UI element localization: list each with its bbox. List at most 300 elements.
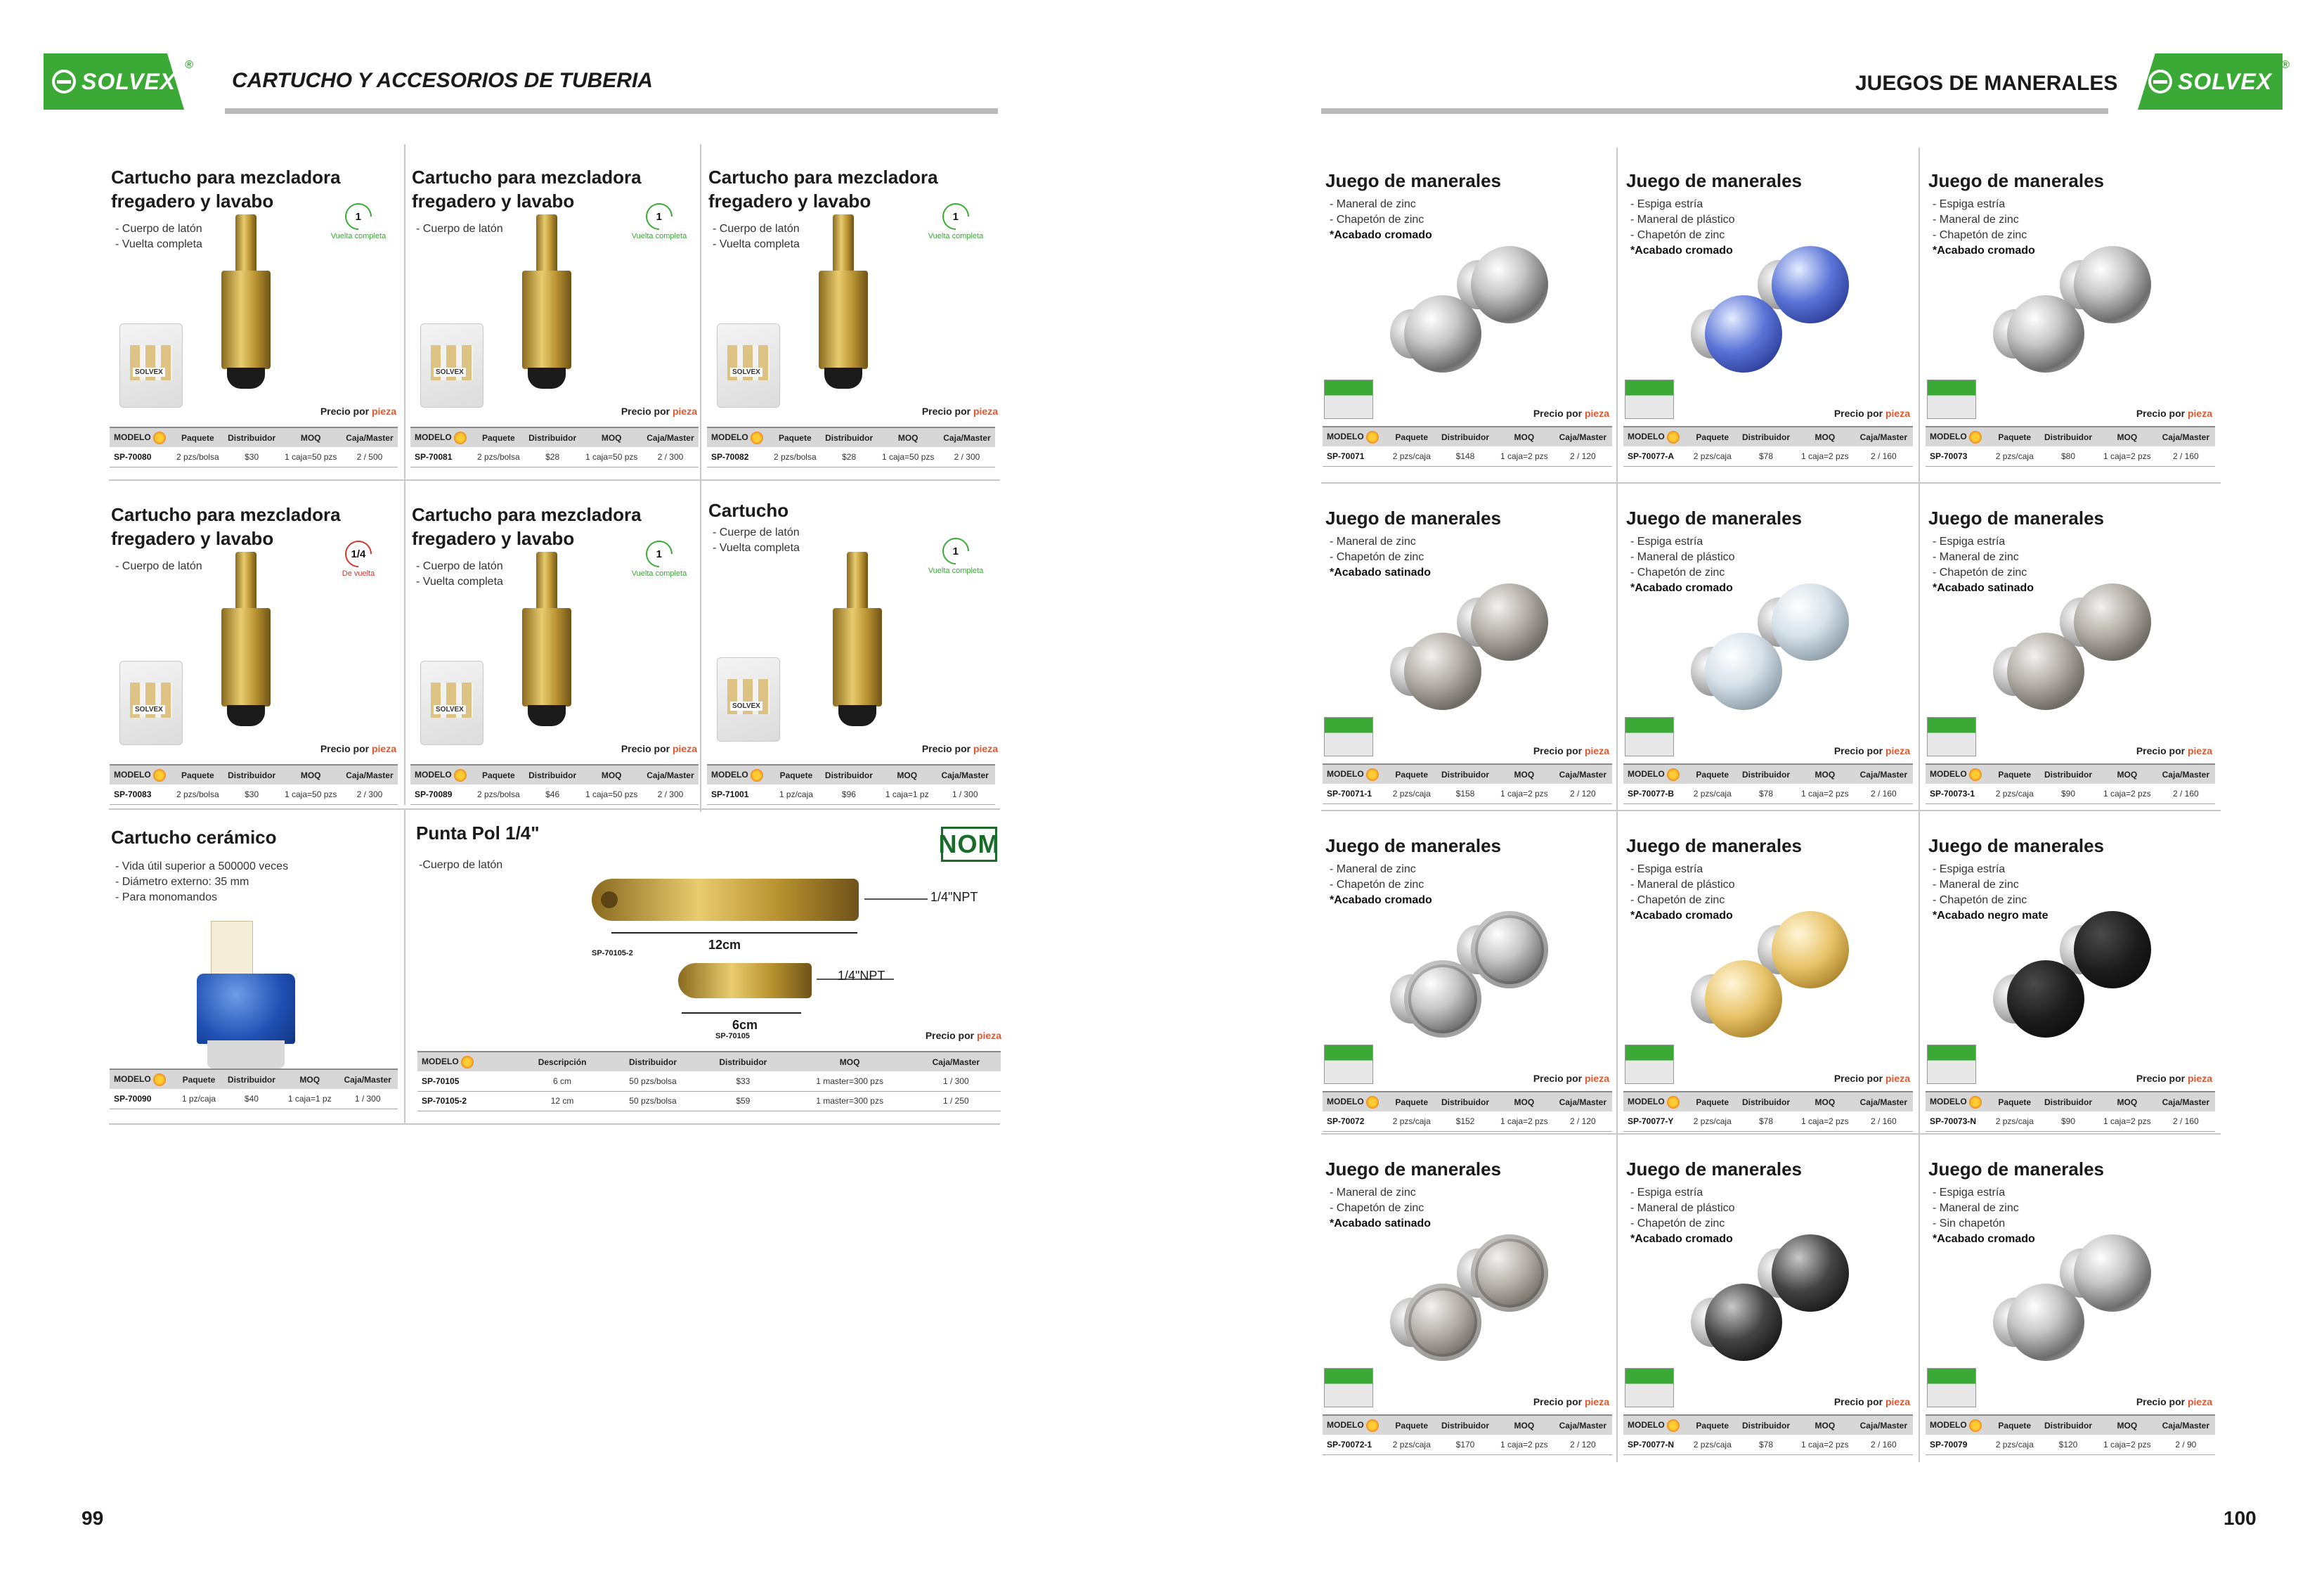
rotation-value: 1: [656, 210, 663, 223]
title-line: fregadero y lavabo: [412, 191, 575, 212]
model-code: SP-70073-1: [1926, 784, 1990, 803]
price-unit: pieza: [1584, 745, 1609, 756]
title-line: Cartucho para mezcladora: [111, 167, 341, 188]
handle-set-card: [1320, 485, 1615, 815]
feature-list: [713, 525, 800, 556]
model-code: SP-70089: [410, 785, 473, 804]
rotation-arrow-icon: [640, 198, 678, 235]
price-unit: pieza: [2187, 1073, 2212, 1084]
col-package: Paquete: [176, 1069, 221, 1089]
right-header-rule: [1321, 108, 2108, 114]
title-line: Cartucho para mezcladora: [708, 167, 938, 188]
spec-table: [410, 764, 699, 805]
feature-item: - Maneral de zinc: [1330, 198, 1416, 210]
moq-value: 1 caja=50 pzs: [580, 447, 642, 467]
rotation-value: 1: [355, 210, 362, 223]
box-master-value: 2 / 160: [1855, 1111, 1913, 1131]
feature-item: - Maneral de plástico: [1630, 1202, 1735, 1214]
dimension-line: [611, 932, 857, 934]
feature-list: [713, 221, 800, 252]
feature-item: - Maneral de zinc: [1330, 536, 1416, 548]
package-bag-image: [420, 323, 483, 408]
distributor-price: $46: [524, 785, 581, 804]
handle-knob-image: [2007, 1284, 2084, 1361]
sun-icon: [454, 769, 467, 782]
feature-list: [1933, 534, 2034, 596]
handle-set-card: [1621, 485, 1916, 815]
feature-item: - Sin chapetón: [1933, 1218, 2006, 1229]
table-row: [417, 1091, 1001, 1111]
brand-logo-left: [44, 53, 195, 110]
handle-knob-image: [1404, 960, 1481, 1038]
sun-icon: [1366, 431, 1379, 444]
moq-value: 1 caja=2 pzs: [1796, 784, 1855, 803]
col-model: MODELO: [1628, 1096, 1665, 1106]
description-value: 12 cm: [517, 1091, 608, 1111]
feature-item: - Maneral de zinc: [1330, 1187, 1416, 1199]
sun-icon: [751, 432, 763, 444]
feature-item: - Vuelta completa: [713, 542, 800, 554]
model-code: SP-70071-1: [1323, 784, 1387, 803]
spec-table: [110, 764, 398, 805]
price-note: [621, 743, 697, 754]
right-section-title: JUEGOS DE MANERALES: [1855, 72, 2118, 95]
box-master-value: 2 / 300: [642, 447, 699, 467]
distributor-price: $90: [2039, 1111, 2098, 1131]
col-moq: MOQ: [788, 1052, 911, 1071]
package-value: 2 pzs/bolsa: [473, 785, 524, 804]
rotation-text: Vuelta completa: [631, 232, 687, 240]
col-box-master: Caja/Master: [939, 427, 995, 447]
cartridge-body-image: [221, 271, 271, 369]
col-moq: MOQ: [2098, 1092, 2157, 1111]
price-unit: pieza: [1584, 408, 1609, 419]
package-value: 2 pzs/caja: [1688, 784, 1736, 803]
price-label: Precio por: [320, 406, 370, 417]
table-row: [110, 1089, 398, 1109]
finish-note: *Acabado satinado: [1933, 582, 2034, 594]
left-section-title: CARTUCHO Y ACCESORIOS DE TUBERIA: [232, 69, 653, 92]
price-note: [320, 406, 396, 417]
moq-value: 1 caja=2 pzs: [2098, 446, 2157, 466]
feature-item: - Vuelta completa: [713, 238, 800, 250]
card-title: Cartucho cerámico: [111, 827, 277, 848]
table-row: [1926, 1435, 2215, 1454]
feature-item: - Maneral de zinc: [1330, 863, 1416, 875]
feature-list: [1330, 197, 1432, 243]
model-code: SP-70073-N: [1926, 1111, 1990, 1131]
spec-table: [1926, 1414, 2215, 1455]
sun-icon: [1969, 431, 1982, 444]
price-label: Precio por: [1533, 1073, 1583, 1084]
title-line: fregadero y lavabo: [111, 528, 274, 549]
package-value: 2 pzs/caja: [1387, 1435, 1436, 1454]
part-code: SP-70105: [715, 1032, 750, 1040]
card-title: Juego de manerales: [1626, 508, 1802, 529]
handle-knob-image: [1772, 911, 1849, 988]
model-code: SP-70072: [1323, 1111, 1387, 1131]
sun-icon: [1667, 768, 1680, 781]
model-code: SP-70073: [1926, 446, 1990, 466]
handle-knob-image: [1772, 583, 1849, 661]
card-title: [708, 498, 989, 522]
feature-item: -Cuerpo de latón: [419, 859, 503, 871]
box-master-value: 2 / 160: [2157, 1111, 2215, 1131]
feature-item: - Espiga estría: [1933, 198, 2006, 210]
col-distributor: Distribuidor: [2039, 1415, 2098, 1435]
grid-divider: [1919, 148, 1920, 1462]
rotation-text: Vuelta completa: [928, 232, 984, 240]
cartridge-seal-image: [227, 368, 265, 389]
spec-table: [110, 427, 398, 467]
sun-icon: [153, 1073, 166, 1086]
model-code: SP-70071: [1323, 446, 1387, 466]
finish-note: *Acabado satinado: [1330, 1218, 1432, 1229]
distributor-price: $96: [819, 785, 879, 804]
price-unit: pieza: [672, 406, 697, 417]
handle-set-card: [1923, 148, 2218, 478]
feature-list: [1933, 1185, 2035, 1247]
table-row: [417, 1071, 1001, 1091]
table-row: [110, 447, 398, 467]
feature-list: [1330, 534, 1431, 581]
sun-icon: [153, 432, 166, 444]
cartridge-stem-image: [833, 214, 854, 278]
price-note: [1834, 1073, 1910, 1084]
handle-set-card: [1923, 1136, 2218, 1466]
finish-note: *Acabado cromado: [1330, 229, 1432, 241]
col-distributor: Distribuidor: [1736, 427, 1796, 446]
box-master-value: 2 / 120: [1554, 446, 1612, 466]
col-box-master: Caja/Master: [911, 1052, 1001, 1071]
box-master-value: 2 / 120: [1554, 1435, 1612, 1454]
package-value: 1 pz/caja: [176, 1089, 221, 1109]
box-master-value: 2 / 120: [1554, 784, 1612, 803]
length-label: 12cm: [708, 938, 741, 952]
product-box-image: [1625, 380, 1674, 419]
package-bag-image: [119, 323, 183, 408]
table-row: [1623, 446, 1913, 466]
feature-item: - Maneral de plástico: [1630, 879, 1735, 891]
col-package: Paquete: [473, 427, 524, 447]
price-unit: pieza: [2187, 408, 2212, 419]
price-note: [1533, 1396, 1609, 1407]
col-model: MODELO: [1628, 768, 1665, 779]
handle-knob-image: [2074, 246, 2151, 323]
col-package: Paquete: [1688, 764, 1736, 784]
distributor-price: $78: [1736, 446, 1796, 466]
price-note: [2136, 745, 2212, 756]
handle-knob-image: [2007, 960, 2084, 1038]
distributor-price: $28: [821, 447, 878, 467]
product-box-image: [1324, 380, 1373, 419]
rotation-arrow-icon: [339, 198, 377, 235]
spec-table: [1623, 1091, 1913, 1132]
cartridge-stem-image: [536, 214, 557, 278]
moq-value: 1 caja=2 pzs: [1495, 446, 1554, 466]
card-title: Juego de manerales: [1626, 835, 1802, 856]
price-note: [621, 406, 697, 417]
price-unit: pieza: [1584, 1396, 1609, 1407]
table-row: [1623, 1111, 1913, 1131]
feature-list: [1630, 197, 1735, 259]
distributor-price: $158: [1436, 784, 1495, 803]
feature-item: - Chapetón de zinc: [1630, 229, 1725, 241]
feature-item: - Cuerpo de latón: [713, 223, 800, 235]
col-package: Paquete: [1990, 1415, 2039, 1435]
package-value: 50 pzs/bolsa: [608, 1091, 698, 1111]
table-row: [1926, 446, 2215, 466]
price-note: [1533, 1073, 1609, 1084]
handle-knob-image: [2074, 1234, 2151, 1312]
box-master-value: 2 / 500: [342, 447, 398, 467]
col-box-master: Caja/Master: [1855, 427, 1913, 446]
price-unit: pieza: [2187, 745, 2212, 756]
model-code: SP-70083: [110, 785, 172, 804]
feature-list: [416, 221, 503, 237]
feature-item: - Espiga estría: [1630, 536, 1703, 548]
col-distributor: Distribuidor: [524, 765, 581, 785]
handle-set-card: [1923, 813, 2218, 1143]
col-package: Paquete: [172, 765, 223, 785]
col-moq: MOQ: [1796, 1415, 1855, 1435]
title-line: Cartucho para mezcladora: [412, 167, 642, 188]
feature-item: - Espiga estría: [1630, 1187, 1703, 1199]
sun-icon: [1667, 431, 1680, 444]
sun-icon: [1366, 1419, 1379, 1432]
price-label: Precio por: [1833, 1396, 1883, 1407]
grid-divider: [1616, 148, 1618, 1462]
rotation-arrow-icon: [640, 535, 678, 573]
dimension-line: [682, 1012, 801, 1014]
col-distributor: Distribuidor: [223, 427, 280, 447]
ceramic-stem-image: [211, 921, 253, 977]
feature-item: - Vuelta completa: [115, 238, 202, 250]
npt-leader-line: [864, 898, 928, 900]
handle-set-card: [1320, 813, 1615, 1143]
col-description: Descripción: [517, 1052, 608, 1071]
handle-knob-image: [1404, 633, 1481, 710]
col-model: MODELO: [711, 769, 748, 780]
feature-item: - Chapetón de zinc: [1630, 1218, 1725, 1229]
spec-table: [1323, 763, 1612, 804]
col-moq: MOQ: [2098, 1415, 2157, 1435]
feature-item: - Maneral de plástico: [1630, 214, 1735, 226]
col-package: Paquete: [774, 765, 819, 785]
finish-note: *Acabado cromado: [1933, 245, 2035, 257]
cartridge-body-image: [221, 608, 271, 706]
feature-item: - Vuelta completa: [416, 576, 503, 588]
finish-note: *Acabado cromado: [1630, 1233, 1733, 1245]
cartridge-stem-image: [235, 214, 257, 278]
col-model: MODELO: [1327, 431, 1364, 441]
feature-item: - Chapetón de zinc: [1933, 229, 2027, 241]
rotation-badge: [914, 203, 998, 240]
box-master-value: 2 / 160: [1855, 784, 1913, 803]
price-note: [922, 743, 998, 754]
col-moq: MOQ: [1796, 427, 1855, 446]
col-moq: MOQ: [580, 765, 642, 785]
finish-note: *Acabado cromado: [1933, 1233, 2035, 1245]
table-row: [1623, 784, 1913, 803]
moq-value: 1 caja=2 pzs: [1495, 1111, 1554, 1131]
handle-set-card: [1320, 1136, 1615, 1466]
rotation-text: De vuelta: [342, 569, 375, 578]
part-code: SP-70105-2: [592, 949, 633, 957]
col-box-master: Caja/Master: [1855, 764, 1913, 784]
distributor-price: $30: [223, 785, 280, 804]
col-moq: MOQ: [2098, 764, 2157, 784]
col-box-master: Caja/Master: [935, 765, 995, 785]
npt-label: 1/4"NPT: [930, 890, 978, 904]
col-package: Paquete: [1990, 427, 2039, 446]
card-title: Juego de manerales: [1325, 1158, 1501, 1180]
box-master-value: 1 / 300: [935, 785, 995, 804]
package-value: 50 pzs/bolsa: [608, 1071, 698, 1091]
sun-icon: [1667, 1096, 1680, 1109]
package-value: 2 pzs/caja: [1990, 784, 2039, 803]
feature-item: - Cuerpo de latón: [115, 223, 202, 235]
box-master-value: 1 / 300: [911, 1071, 1001, 1091]
rotation-text: Vuelta completa: [928, 567, 984, 575]
feature-list: [1630, 862, 1735, 924]
ceramic-cartridge-card: [105, 808, 401, 1121]
description-value: 6 cm: [517, 1071, 608, 1091]
card-title: Juego de manerales: [1928, 508, 2104, 529]
rotation-arrow-icon: [937, 198, 975, 235]
price-label: Precio por: [1833, 1073, 1883, 1084]
distributor-price: $170: [1436, 1435, 1495, 1454]
table-row: [410, 447, 699, 467]
col-box-master: Caja/Master: [2157, 764, 2215, 784]
spec-table: [110, 1069, 398, 1109]
col-distributor: Distribuidor: [1436, 1092, 1495, 1111]
moq-value: 1 caja=1 pz: [879, 785, 935, 804]
col-model: MODELO: [1327, 1419, 1364, 1430]
col-moq: MOQ: [877, 427, 938, 447]
col-model: MODELO: [1327, 1096, 1364, 1106]
card-title: Punta Pol 1/4": [416, 822, 540, 844]
handle-knob-image: [2074, 583, 2151, 661]
box-master-value: 2 / 160: [1855, 446, 1913, 466]
card-title: Juego de manerales: [1325, 835, 1501, 856]
table-row: [1323, 784, 1612, 803]
handle-knob-image: [2007, 633, 2084, 710]
price-note: [1834, 745, 1910, 756]
feature-item: - Chapetón de zinc: [1330, 214, 1424, 226]
col-model: MODELO: [1930, 1419, 1967, 1430]
table-row: [1323, 1435, 1612, 1454]
feature-item: - Espiga estría: [1630, 198, 1703, 210]
col-moq: MOQ: [1796, 1092, 1855, 1111]
handle-set-card: [1621, 813, 1916, 1143]
col-moq: MOQ: [1796, 764, 1855, 784]
col-distributor: Distribuidor: [608, 1052, 698, 1071]
price-label: Precio por: [1533, 1396, 1583, 1407]
feature-list: [115, 221, 202, 252]
sun-icon: [461, 1056, 474, 1069]
feature-list: [115, 559, 202, 574]
feature-item: - Cuerpo de latón: [416, 560, 503, 572]
price-label: Precio por: [921, 406, 971, 417]
table-row: [1623, 1435, 1913, 1454]
moq-value: 1 caja=50 pzs: [877, 447, 938, 467]
cartridge-stem-image: [235, 552, 257, 615]
brand-logo-right: [2138, 53, 2291, 110]
feature-list: [1630, 534, 1735, 596]
price-note: [1533, 745, 1609, 756]
price-label: Precio por: [2136, 408, 2186, 419]
handle-knob-image: [1705, 960, 1782, 1038]
spec-table: [1623, 1414, 1913, 1455]
cartridge-card: [105, 144, 401, 475]
model-code: SP-70105-2: [417, 1091, 517, 1111]
rotation-text: Vuelta completa: [330, 232, 387, 240]
length-label: 6cm: [732, 1018, 758, 1032]
col-box-master: Caja/Master: [642, 765, 699, 785]
col-model: MODELO: [114, 769, 151, 780]
col-model: MODELO: [1327, 768, 1364, 779]
cartridge-seal-image: [824, 368, 862, 389]
feature-item: - Chapetón de zinc: [1330, 551, 1424, 563]
rotation-arrow-icon: [937, 532, 975, 570]
col-package: Paquete: [473, 765, 524, 785]
col-distributor: Distribuidor: [221, 1069, 282, 1089]
feature-list: [1630, 1185, 1735, 1247]
col-distributor: Distribuidor: [1436, 764, 1495, 784]
model-code: SP-70105: [417, 1071, 517, 1091]
finish-note: *Acabado cromado: [1630, 245, 1733, 257]
rotation-badge: [914, 538, 998, 575]
moq-value: 1 master=300 pzs: [788, 1091, 911, 1111]
box-master-value: 1 / 250: [911, 1091, 1001, 1111]
distributor-price: $152: [1436, 1111, 1495, 1131]
handle-set-card: [1923, 485, 2218, 815]
moq-value: 1 caja=2 pzs: [2098, 1111, 2157, 1131]
package-value: 2 pzs/caja: [1688, 1111, 1736, 1131]
cartridge-card: [703, 482, 998, 812]
price-unit: pieza: [371, 743, 396, 754]
col-distributor: Distribuidor: [821, 427, 878, 447]
model-code: SP-70072-1: [1323, 1435, 1387, 1454]
moq-value: 1 caja=50 pzs: [280, 447, 341, 467]
handle-knob-image: [1404, 295, 1481, 373]
col-package: Paquete: [1990, 764, 2039, 784]
brand-name: SOLVEX: [81, 68, 176, 94]
col-box-master: Caja/Master: [1554, 1092, 1612, 1111]
col-package: Paquete: [1688, 1092, 1736, 1111]
rotation-value: 1: [952, 545, 959, 557]
grid-divider: [404, 144, 405, 805]
rotation-arrow-icon: [339, 535, 377, 573]
cartridge-body-image: [522, 271, 571, 369]
moq-value: 1 caja=2 pzs: [2098, 784, 2157, 803]
title-line: Cartucho para mezcladora: [111, 504, 341, 525]
card-title: Juego de manerales: [1928, 835, 2104, 856]
price-unit: pieza: [1885, 408, 1910, 419]
col-model: MODELO: [415, 769, 452, 780]
sun-icon: [1366, 768, 1379, 781]
price-note: [926, 1030, 1001, 1041]
table-row: [1323, 1111, 1612, 1131]
box-master-value: 2 / 160: [2157, 446, 2215, 466]
col-distributor: Distribuidor: [524, 427, 581, 447]
finish-note: *Acabado negro mate: [1933, 910, 2049, 922]
spec-table: [1623, 763, 1913, 804]
col-package: Paquete: [1990, 1092, 2039, 1111]
col-moq: MOQ: [1495, 764, 1554, 784]
price-unit: pieza: [1885, 1073, 1910, 1084]
